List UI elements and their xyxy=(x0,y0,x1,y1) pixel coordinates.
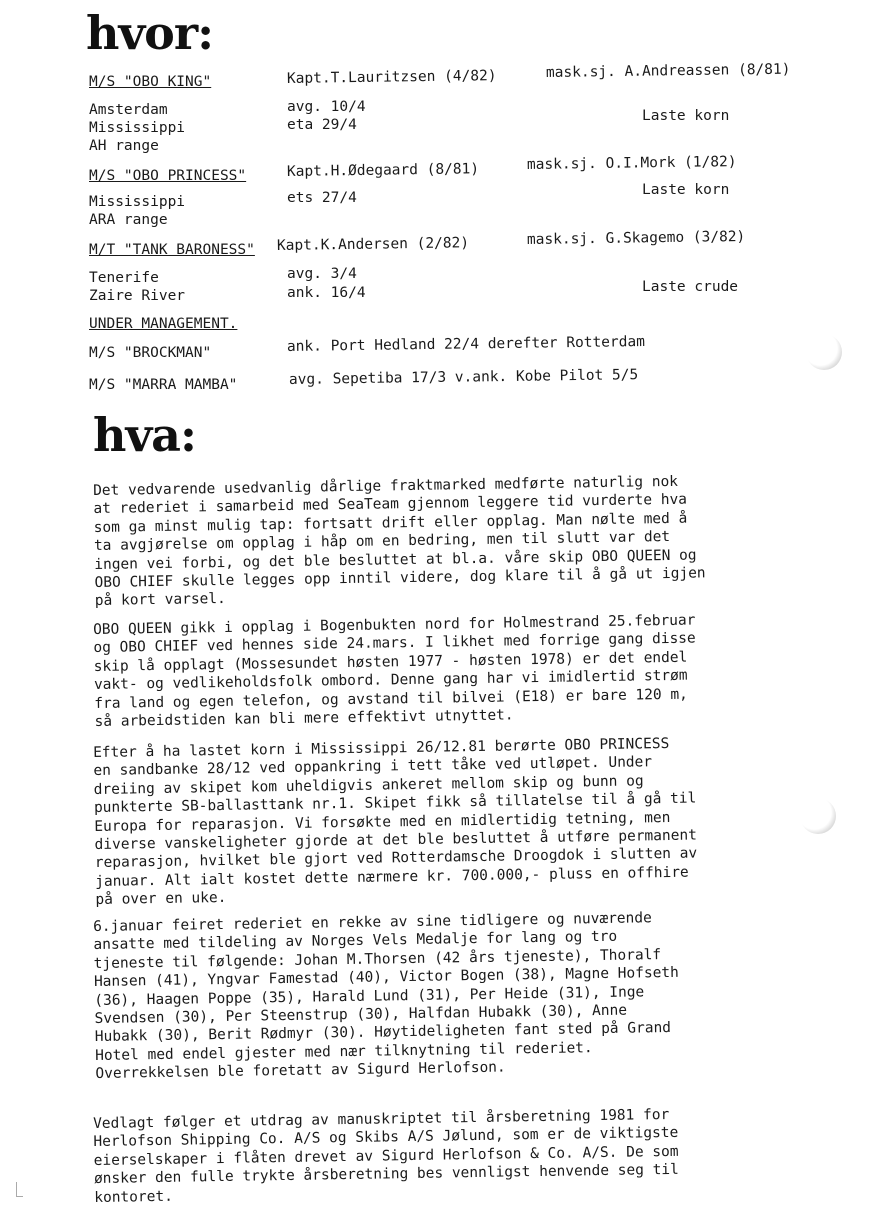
ship-status: ank. Port Hedland 22/4 derefter Rotterdam xyxy=(286,334,645,355)
paragraph: Det vedvarende usedvanlig dårlige fraktmarked medførte naturlig nok at rederiet i samarbeid med SeaTeam gjennom leggere tid vurderte hva som ga minst mulig tap: fortsatt drift eller opplag. Man nølte med å ta avgjørelse om opplag i håp om en bedring, men til slutt var det ingen vei forbi, og det ble besluttet at bl.a. våre skip OBO QUEEN og OBO CHIEF skulle legges opp inntil videre, dog klare til å gå ut igjen på kort varsel. xyxy=(93,473,706,610)
place: AH range xyxy=(89,138,159,154)
captain: Kapt.H.Ødegaard (8/81) xyxy=(286,161,480,180)
ship-name: M/S "BROCKMAN" xyxy=(89,345,212,361)
punch-hole xyxy=(806,334,842,370)
place: Zaire River xyxy=(89,288,186,304)
ship-status: avg. Sepetiba 17/3 v.ank. Kobe Pilot 5/5 xyxy=(288,367,639,388)
date: ets 27/4 xyxy=(287,190,357,206)
margin-mark xyxy=(16,1182,23,1197)
date: eta 29/4 xyxy=(287,117,357,133)
engineer: mask.sj. G.Skagemo (3/82) xyxy=(526,228,746,248)
engineer: mask.sj. A.Andreassen (8/81) xyxy=(545,61,791,81)
place: ARA range xyxy=(89,212,168,228)
place: Tenerife xyxy=(89,270,159,286)
place: Mississippi xyxy=(89,194,186,210)
place: Amsterdam xyxy=(89,102,168,118)
place: Mississippi xyxy=(89,120,186,136)
date: avg. 10/4 xyxy=(287,99,366,115)
management-title: UNDER MANAGEMENT. xyxy=(89,316,238,332)
cargo: Laste korn xyxy=(642,182,730,198)
date: ank. 16/4 xyxy=(287,285,366,301)
captain: Kapt.T.Lauritzsen (4/82) xyxy=(286,68,497,87)
engineer: mask.sj. O.I.Mork (1/82) xyxy=(526,154,737,173)
cargo: Laste crude xyxy=(642,279,739,295)
punch-hole xyxy=(800,798,836,834)
ship-name: M/S "OBO KING" xyxy=(89,74,212,90)
cargo: Laste korn xyxy=(642,108,730,124)
captain: Kapt.K.Andersen (2/82) xyxy=(276,235,470,254)
heading-where: hvor: xyxy=(86,6,214,60)
ship-name: M/S "OBO PRINCESS" xyxy=(89,168,247,184)
ship-name: M/T "TANK BARONESS" xyxy=(89,242,255,258)
paragraph: OBO QUEEN gikk i opplag i Bogenbukten nord for Holmestrand 25.februar og OBO CHIEF ved hennes side 24.mars. I likhet med forrige gang disse skip lå opplagt (Mossesundet høsten 1977 - høsten 1978) er det endel vakt- og vedlikeholdsfolk ombord. Denne gang har vi imidlertid strøm fra land og egen telefon, og avstand til bilvei (E18) er bare 120 m, så arbeidstiden kan bli mere effektivt utnyttet. xyxy=(93,612,696,731)
date: avg. 3/4 xyxy=(287,266,357,282)
ship-name: M/S "MARRA MAMBA" xyxy=(89,377,238,393)
paragraph: 6.januar feiret rederiet en rekke av sine tidligere og nuværende ansatte med tildeling av Norges Vels Medalje for lang og tro tjeneste til følgende: Johan M.Thorsen (42 års tjeneste), Thoralf Hansen (41), Yngvar Famestad (40), Victor Bogen (38), Magne Hofseth (36), Haagen Poppe (35), Harald Lund (31), Per Heide (31), Inge Svendsen (30), Per Steenstrup (30), Halfdan Hubakk (30), Anne Hubakk (30), Berit Rødmyr (30). Høytideligheten fant sted på Grand Hotel med endel gjester med nær tilknytning til rederiet. Overrekkelsen ble foretatt av Sigurd Herlofson. xyxy=(93,910,679,1083)
heading-what: hva: xyxy=(93,408,196,462)
paragraph: Vedlagt følger et utdrag av manuskriptet til årsberetning 1981 for Herlofson Shipping Co. A/S og Skibs A/S Jølund, som er de viktigste eierselskaper i flåten drevet av Sigurd Herlofson & Co. A/S. De som ønsker den fulle trykte årsberetning bes vennligst henvende seg til kontoret. xyxy=(93,1106,679,1206)
paragraph: Efter å ha lastet korn i Mississippi 26/12.81 berørte OBO PRINCESS en sandbanke 28/12 ved oppankring i tett tåke ved utløpet. Under dreiing av skipet kom uheldigvis ankeret mellom skip og bunn og punkterte SB-ballasttank nr.1. Skipet fikk så tillatelse til å gå til Europa for reparasjon. Vi forsøkte med en midlertidig tetning, men diverse vanskeligheter gjorde at det ble besluttet å utføre permanent reparasjon, hvilket ble gjort ved Rotterdamsche Droogdok i slutten av januar. Alt ialt kostet dette nærmere kr. 700.000,- pluss en offhire på over en uke. xyxy=(93,735,698,909)
